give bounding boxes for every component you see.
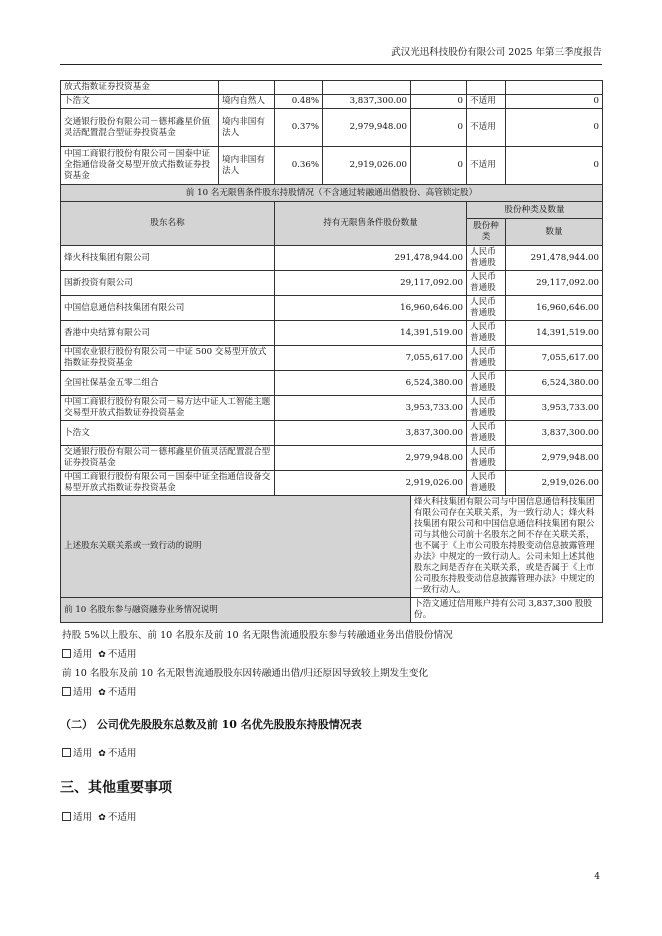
section3-options: 适用 ✿ 不适用 xyxy=(62,811,137,825)
table-row: 中国农业银行股份有限公司－中证 500 交易型开放式指数证券投资基金 7,055,617.00 人民币普通股 7,055,617.00 xyxy=(61,346,603,371)
table-row: 烽火科技集团有限公司 291,478,944.00 人民币普通股 291,478,944.00 xyxy=(61,246,603,271)
table-row: 中国工商银行股份有限公司－易方达中证人工智能主题交易型开放式指数证券投资基金 3,953,733.00 人民币普通股 3,953,733.00 xyxy=(61,396,603,421)
checked-marker-icon: ✿ xyxy=(98,650,106,660)
note-lending: 持股 5%以上股东、前 10 名股东及前 10 名无限售流通股股东参与转融通业务出借股份情况 xyxy=(62,630,453,641)
shareholder-name: 中国工商银行股份有限公司－国泰中证全指通信设备交易型开放式指数证券投资基金 xyxy=(61,471,275,496)
table-row: 香港中央结算有限公司 14,391,519.00 人民币普通股 14,391,519.00 xyxy=(61,321,603,346)
checked-marker-icon: ✿ xyxy=(98,688,106,698)
table-row: 交通银行股份有限公司－德邦鑫星价值灵活配置混合型证券投资基金 2,979,948.00 人民币普通股 2,979,948.00 xyxy=(61,446,603,471)
table-header-row xyxy=(61,202,603,219)
related-parties-row xyxy=(61,496,603,598)
col-header-qty: 持有无限售条件股份数量 xyxy=(275,202,467,246)
report-title: 武汉光迅科技股份有限公司 2025 年第三季度报告 xyxy=(391,47,602,58)
table-row: 交通银行股份有限公司－德邦鑫星价值灵活配置混合型证券投资基金 境内非国有法人 0.37% 2,979,948.00 0 不适用 0 xyxy=(61,109,603,147)
checked-marker-icon: ✿ xyxy=(98,749,106,759)
section2-options: 适用 ✿ 不适用 xyxy=(62,747,137,761)
section-preferred-shares-title: （二） 公司优先股股东总数及前 10 名优先股股东持股情况表 xyxy=(60,718,362,731)
shareholder-name: 中国信息通信科技集团有限公司 xyxy=(61,296,275,321)
table-row: 国新投资有限公司 29,117,092.00 人民币普通股 29,117,092.00 xyxy=(61,271,603,296)
checkbox-empty-icon xyxy=(62,687,71,696)
table-row: 中国工商银行股份有限公司－国泰中证全指通信设备交易型开放式指数证券投资基金 2,919,026.00 人民币普通股 2,919,026.00 xyxy=(61,471,603,496)
table-row: 中国信息通信科技集团有限公司 16,960,646.00 人民币普通股 16,960,646.00 xyxy=(61,296,603,321)
note-change: 前 10 名股东及前 10 名无限售流通股股东因转融通出借/归还原因导致较上期发生变化 xyxy=(62,668,429,679)
table-row: 卜浩文 境内自然人 0.48% 3,837,300.00 0 不适用 0 xyxy=(61,95,603,109)
margin-trading-text: 卜浩文通过信用账户持有公司 3,837,300 股股份。 xyxy=(411,598,603,623)
shareholder-name: 烽火科技集团有限公司 xyxy=(61,246,275,271)
shareholder-name: 卜浩文 xyxy=(61,421,275,446)
checked-marker-icon: ✿ xyxy=(98,813,106,823)
shareholder-name: 中国工商银行股份有限公司－易方达中证人工智能主题交易型开放式指数证券投资基金 xyxy=(61,396,275,421)
shareholder-name: 卜浩文 xyxy=(61,95,219,109)
shareholder-name: 香港中央结算有限公司 xyxy=(61,321,275,346)
page-number: 4 xyxy=(594,872,600,882)
section-other-matters-title: 三、其他重要事项 xyxy=(60,780,172,796)
page-header xyxy=(60,46,602,65)
shareholder-name: 交通银行股份有限公司－德邦鑫星价值灵活配置混合型证券投资基金 xyxy=(61,446,275,471)
shareholder-name: 放式指数证券投资基金 xyxy=(61,81,219,95)
related-parties-text: 烽火科技集团有限公司与中国信息通信科技集团有限公司存在关联关系，为一致行动人；烽火科技集团有限公司和中国信息通信科技集团有限公司与其他公司前十名股东之间不存在关联关系，也不属于《上市公司股东持股变动信息披露管理办法》中规定的一致行动人。公司未知上述其他股东之间是否存在关联关系，或是否属于《上市公司股东持股变动信息披露管理办法》中规定的一致行动人。 xyxy=(411,496,603,598)
note-change-options: 适用 ✿ 不适用 xyxy=(62,686,137,700)
col-header-name: 股东名称 xyxy=(61,202,275,246)
table-section-title-row xyxy=(61,185,603,202)
margin-trading-row xyxy=(61,598,603,623)
shareholder-table xyxy=(60,80,603,623)
col-header-type: 股份种类 xyxy=(467,219,506,246)
related-parties-label: 上述股东关联关系或一致行动的说明 xyxy=(61,496,411,598)
note-lending-options: 适用 ✿ 不适用 xyxy=(62,648,137,662)
checkbox-empty-icon xyxy=(62,812,71,821)
table-row: 全国社保基金五零二组合 6,524,380.00 人民币普通股 6,524,380.00 xyxy=(61,371,603,396)
table-row: 卜浩文 3,837,300.00 人民币普通股 3,837,300.00 xyxy=(61,421,603,446)
table-row xyxy=(61,81,603,95)
checkbox-empty-icon xyxy=(62,748,71,757)
shareholder-name: 交通银行股份有限公司－德邦鑫星价值灵活配置混合型证券投资基金 xyxy=(61,109,219,147)
shareholder-name: 全国社保基金五零二组合 xyxy=(61,371,275,396)
col-header-count: 数量 xyxy=(506,219,603,246)
shareholder-name: 中国工商银行股份有限公司－国泰中证全指通信设备交易型开放式指数证券投资基金 xyxy=(61,147,219,185)
col-header-type-group: 股份种类及数量 xyxy=(467,202,603,219)
checkbox-empty-icon xyxy=(62,649,71,658)
table-row: 中国工商银行股份有限公司－国泰中证全指通信设备交易型开放式指数证券投资基金 境内非国有法人 0.36% 2,919,026.00 0 不适用 0 xyxy=(61,147,603,185)
shareholder-name: 国新投资有限公司 xyxy=(61,271,275,296)
shareholder-name: 中国农业银行股份有限公司－中证 500 交易型开放式指数证券投资基金 xyxy=(61,346,275,371)
margin-trading-label: 前 10 名股东参与融资融券业务情况说明 xyxy=(61,598,411,623)
section-title: 前 10 名无限售条件股东持股情况（不含通过转融通出借股份、高管锁定股） xyxy=(61,185,603,202)
